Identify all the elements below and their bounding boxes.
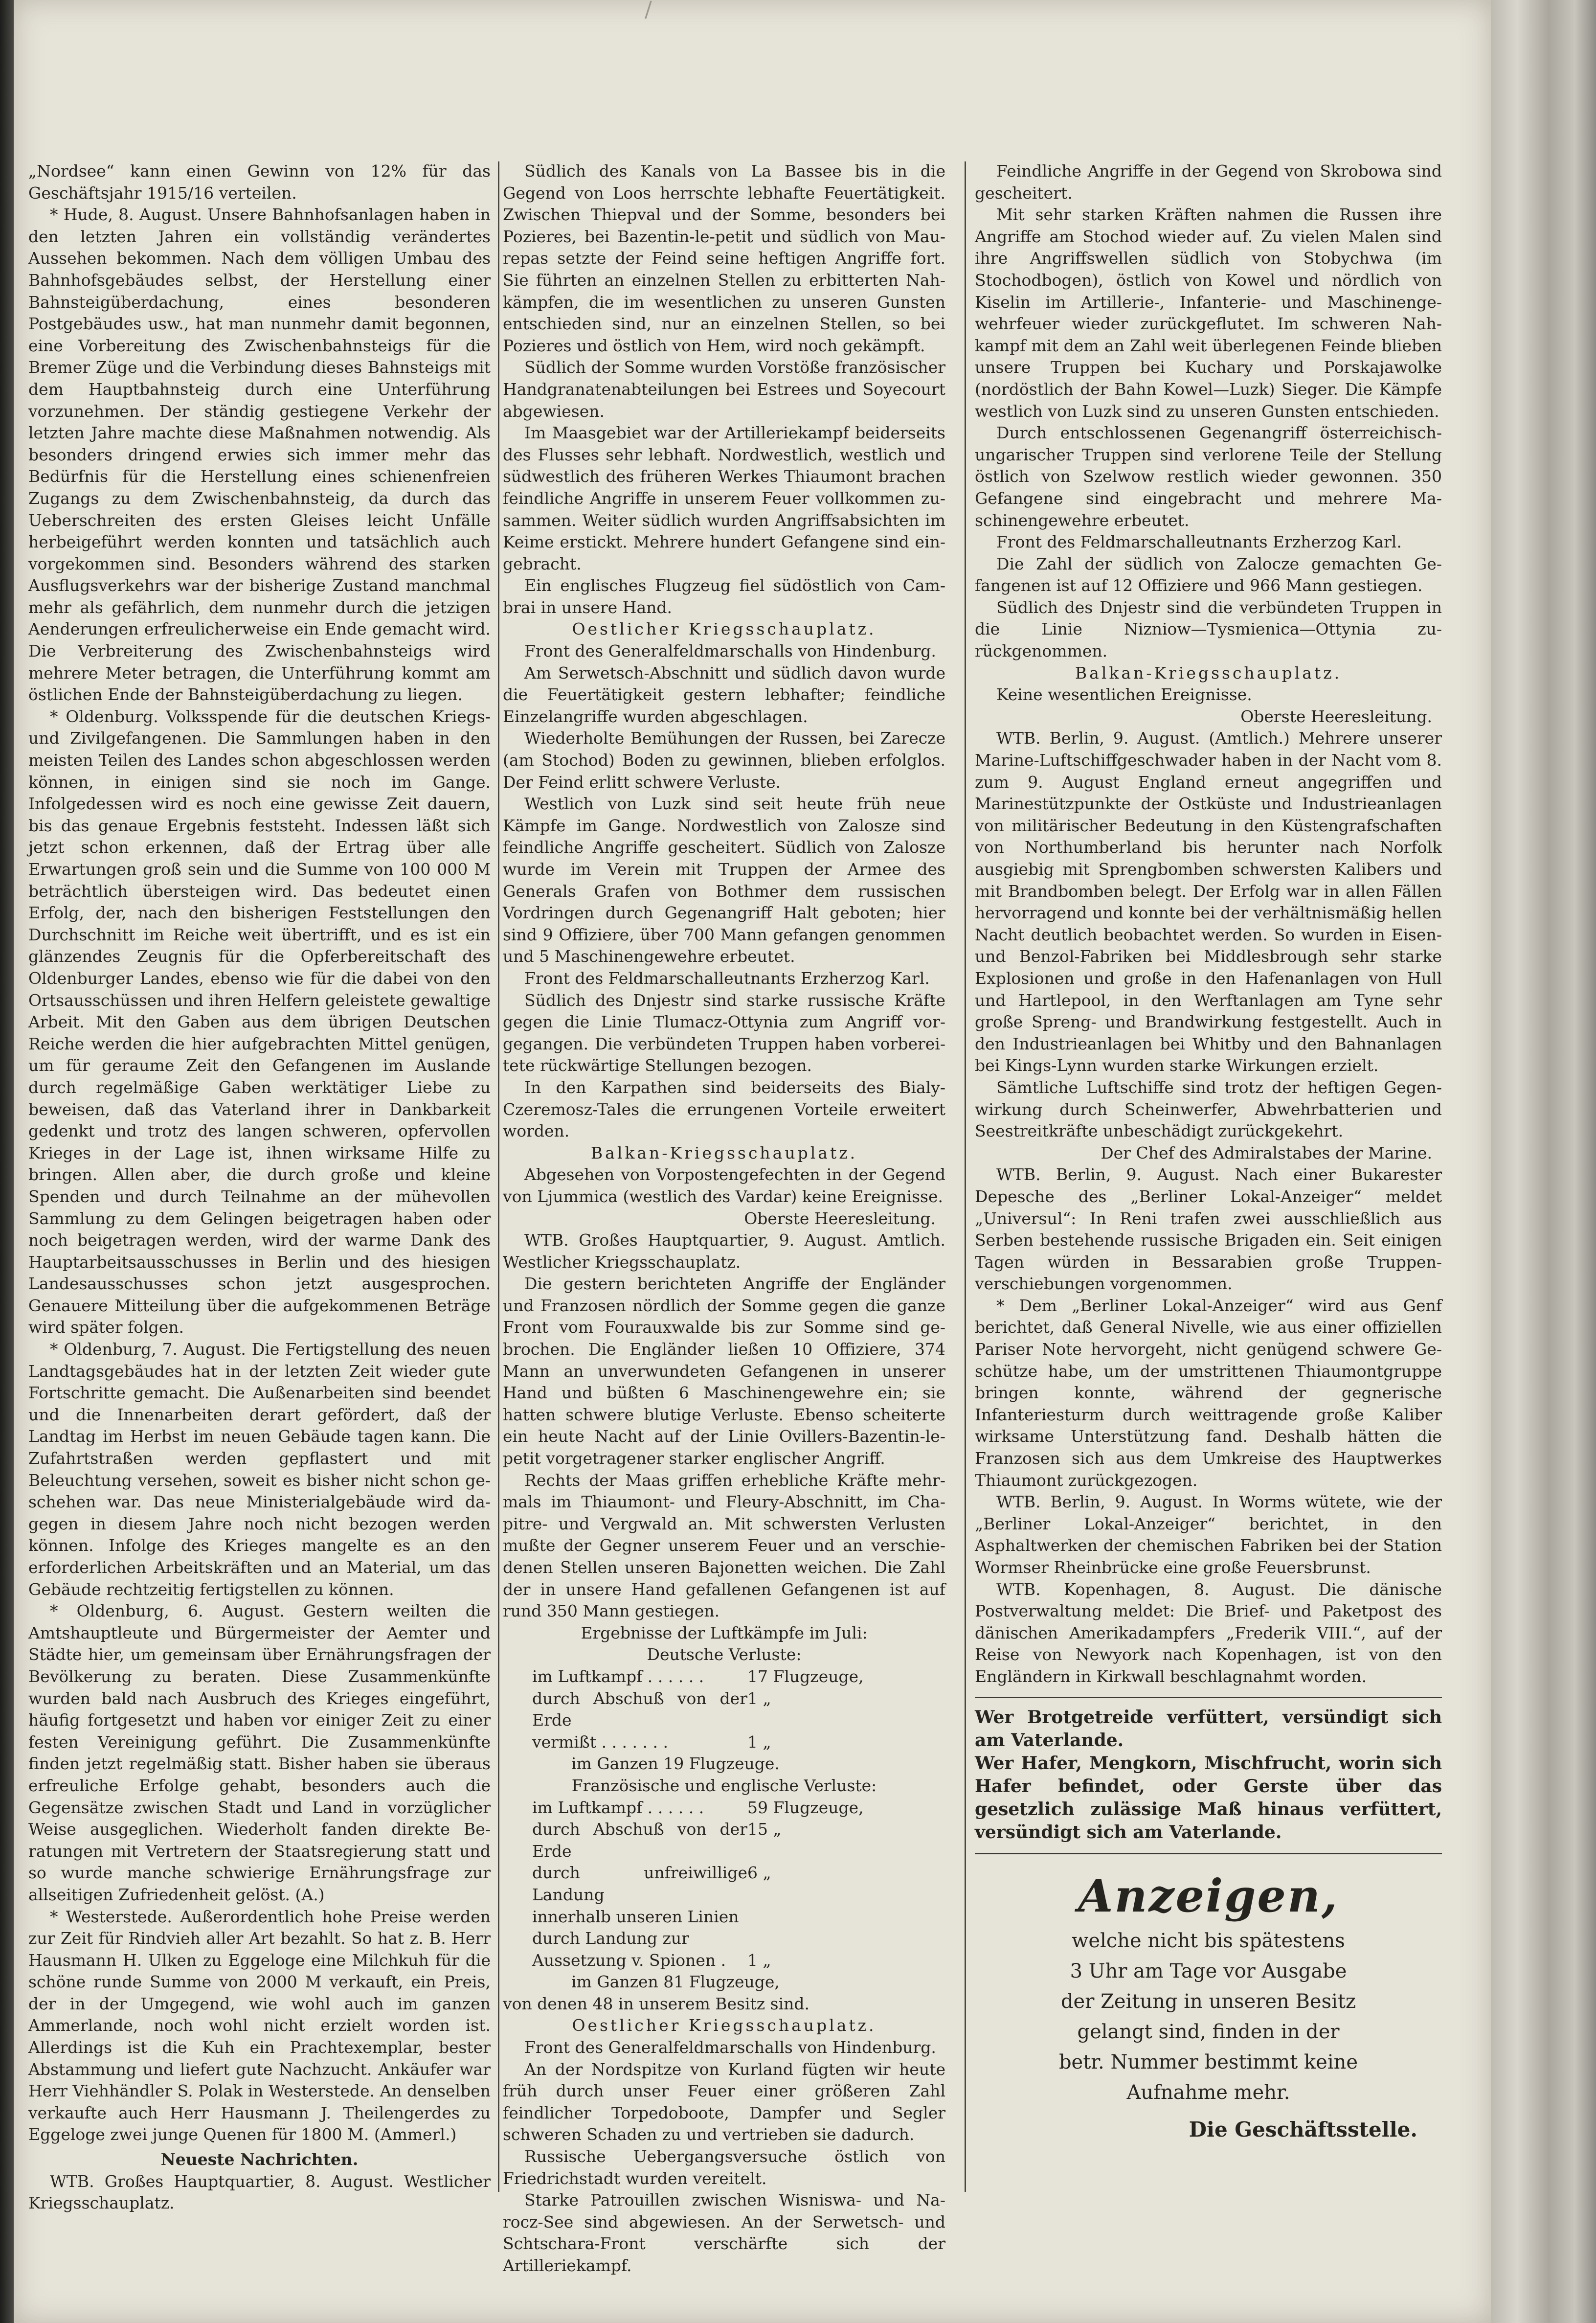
dispatch-worms: WTB. Berlin, 9. August. In Worms wütete, wie der „Berliner Lokal-Anzeiger“ berichtet, in den Asphaltwerken der chemischen Fabriken bei der Station Wormser Rheinbrücke eine große Feuersbrunst.: [975, 1492, 1442, 1577]
section-heading-oestlicher-2: Oestlicher Kriegsschauplatz.: [572, 2016, 877, 2035]
table-row: [532, 1688, 945, 1731]
losses-german-title: Deutsche Verluste:: [647, 1645, 802, 1664]
report-paragraph: Mit sehr starken Kräften nahmen die Russen ihre Angriffe am Stochod wieder auf. Zu vielen Malen sind ihre Angriffswellen südlich von Stobychwa (im Stochodbogen), östlich von Kowel und nördlich von Kiselin im Artillerie-, Infanterie- und Maschinengewehrfeuer wieder zurückgeflutet. Im schweren Nahkampf mit dem an Zahl weit überlegenen Feinde blieben unsere Truppen bei Kuchary und Porskajawolke (nordöstlich der Bahn Kowel—Luzk) Sieger. Die Kämpfe westlich von Luzk sind zu unseren Gunsten entschieden.: [975, 205, 1442, 421]
row-label: durch Landung zur: [532, 1929, 689, 1948]
article-oldenburg-ernaehrung: * Oldenburg, 6. August. Gestern weilten die Amtshauptleute und Bürgermeister der Aemter und Städte hier, um gemeinsam über Ernährungsfragen der Bevölkerung zu beraten. Diese Zusammenkünfte wurden bald nach Ausbruch des Krieges eingeführt, häufig fortgesetzt und haben vor einiger Zeit zu einer festen Vereinigung geführt. Die Zusammenkünfte finden jetzt regelmäßig statt. Bisher haben sie überaus erfreuliche Erfolge gehabt, besonders auch die Gegensätze zwischen Stadt und Land in vorzüglicher Weise ausgeglichen. Wiederholt fanden direkte Beratungen mit Vertretern der Staatsregierung statt und so wurde manche schwierige Ernährungsfrage zur allseitigen Zufriedenheit gelöst. (A.): [28, 1601, 491, 1904]
report-paragraph: Wiederholte Bemühungen der Russen, bei Zarecze (am Stochod) Boden zu gewinnen, blieben erfolglos. Der Feind erlitt schwere Verluste.: [503, 729, 945, 792]
row-value: 1 „: [747, 1688, 771, 1708]
dispatch-intro: WTB. Großes Hauptquartier, 9. August. Amtlich. Westlicher Kriegsschauplatz.: [503, 1230, 945, 1272]
article-paragraph: „Nordsee“ kann einen Gewinn von 12% für das Geschäftsjahr 1915/16 verteilen.: [28, 161, 491, 203]
column-rule: [498, 161, 499, 2192]
losses-german-total: im Ganzen 19 Flugzeuge.: [571, 1754, 780, 1774]
losses-title: Ergebnisse der Luftkämpfe im Juli:: [581, 1623, 868, 1642]
article-hude: * Hude, 8. August. Unsere Bahnhofsanlagen haben in den letzten Jahren ein vollständig verändertes Aussehen bekommen. Nach dem völligen Umbau des Bahnhofsgebäudes selbst, der Herstellung einer Bahnsteigüberdachung, eines besonderen Postgebäudes usw., hat man nunmehr damit begonnen, eine Vorbereitung des Zwischenbahnsteigs für die Bremer Züge und die Verbindung dieses Bahnsteigs mit dem Hauptbahnsteig durch eine Unterführung vorzunehmen. Der ständig gestiegene Verkehr der letzten Jahre machte diese Maßnahmen notwendig. Als besonders dringend erwies sich immer mehr das Bedürfnis für die Herstellung eines schienenfreien Zugangs zu dem Zwischenbahnsteig, da durch das Ueberschreiten des ersten Gleises leicht Unfälle herbeigeführt werden konnten und tatsächlich auch vorgekommen sind. Besonders während des starken Ausflugsverkehrs war der bisherige Zustand manchmal mehr als gefährlich, dem nunmehr durch die jetzigen Aenderungen erfreulicherweise ein Ende gemacht wird. Die Verbreiterung des Zwischenbahnsteigs wird mehrere Meter betragen, die Unterführung kommt am östlichen Ende der Bahnsteigüberdachung zu liegen.: [28, 205, 491, 705]
ad-line: welche nicht bis spätestens: [1072, 1929, 1345, 1952]
row-value: [747, 1928, 945, 1950]
ad-line: 3 Uhr am Tage vor Ausgabe: [1070, 1959, 1347, 1982]
losses-enemy-rows: [532, 1797, 945, 1993]
report-subheading: Front des Feldmarschalleutnants Erzherzog Karl.: [996, 532, 1402, 552]
article-westerstede: * Westerstede. Außerordentlich hohe Preise werden zur Zeit für Rindvieh aller Art bezahlt. So hat z. B. Herr Hausmann H. Ulken zu Eggeloge eine Milchkuh für die schöne runde Summe von 2000 M verkauft, ein Preis, der in der Umgegend, wie wohl auch im ganzen Ammerlande, noch wohl nicht erzielt worden ist. Allerdings ist die Kuh ein Prachtexemplar, bester Abstammung und liefert gute Nachzucht. Ankäufer war Herr Viehhändler S. Polak in Westerstede. An denselben verkaufte auch Herr Hausmann J. Theilengerdes zu Eggeloge zwei junge Quenen für 1800 M. (Ammerl.): [28, 1907, 491, 2144]
row-value: 15 „: [747, 1820, 782, 1839]
table-row: [532, 1950, 945, 1972]
ad-line: betr. Nummer bestimmt keine: [1058, 2050, 1358, 2073]
row-value: 1 „: [747, 1732, 771, 1752]
report-paragraph: Die Zahl der südlich von Zalocze gemachten Gefangenen ist auf 12 Offiziere und 966 Mann gestiegen.: [975, 554, 1442, 595]
report-paragraph: Südlich des Dnjestr sind starke russische Kräfte gegen die Linie Tlumacz-Ottynia zum Angriff vorgegangen. Die verbündeten Truppen haben vorbereitete rückwärtige Stellungen bezogen.: [503, 990, 945, 1075]
air-losses-table: [503, 1622, 945, 2015]
report-subheading: Front des Generalfeldmarschalls von Hindenburg.: [524, 641, 936, 661]
report-paragraph: Keine wesentlichen Ereignisse.: [996, 685, 1252, 705]
column-2: [503, 160, 945, 2277]
report-paragraph: Am Serwetsch-Abschnitt und südlich davon wurde die Feuertätigkeit gestern lebhafter; feindliche Einzelangriffe wurden abgeschlagen.: [503, 663, 945, 726]
report-signature: Der Chef des Admiralstabes der Marine.: [1101, 1143, 1432, 1162]
report-paragraph: Südlich des Kanals von La Bassee bis in die Gegend von Loos herrschte lebhafte Feuertätigkeit. Zwischen Thiepval und der Somme, besonders bei Pozieres, bei Bazentin-le-petit und südlich von Maurepas setzte der Feind seine heftigen Angriffe fort. Sie führten an einzelnen Stellen zu erbitterten Nahkämpfen, die im wesentlichen zu unseren Gunsten entschieden sind, nur an einzelnen Stellen, so bei Pozieres und östlich von Hem, wird noch gekämpft.: [503, 161, 945, 355]
book-binding-shadow: [0, 0, 14, 2323]
report-signature: Oberste Heeresleitung.: [744, 1208, 936, 1228]
report-paragraph: Die gestern berichteten Angriffe der Engländer und Franzosen nördlich der Somme gegen die ganze Front vom Fourauxwalde bis zur Somme sind gebrochen. Die Engländer ließen 10 Offiziere, 374 Mann an unverwundeten Gefangenen in unserer Hand und büßten 6 Maschinengewehre ein; sie hatten schwere blutige Verluste. Ebenso scheiterte ein heute Nacht auf der Linie Ovillers-Bazentin-le-petit vorgetragener starker englischer Angriff.: [503, 1274, 945, 1468]
report-subheading: Front des Feldmarschalleutnants Erzherzog Karl.: [524, 968, 930, 988]
report-paragraph: In den Karpathen sind beiderseits des Bialy-Czeremosz-Tales die errungenen Vorteile erweitert worden.: [503, 1077, 945, 1141]
column-3: [975, 160, 1442, 2147]
dispatch-zeppelin-raid: WTB. Berlin, 9. August. (Amtlich.) Mehrere unserer Marine-Luftschiffgeschwader haben in der Nacht vom 8. zum 9. August England erneut angegriffen und Marinestützpunkte der Ostküste und Industrieanlagen von militärischer Bedeutung in den Küstengrafschaften von Northumberland bis herunter nach Norfolk ausgiebig mit Sprengbomben schwersten Kalibers und mit Brandbomben belegt. Der Erfolg war in allen Fällen hervorragend und konnte bei der verhältnismäßig hellen Nacht deutlich beobachtet werden. So wurden in Eisen- und Benzol-Fabriken bei Middlesbrough sehr starke Explosionen und große in den Hafenanlagen von Hull und Hartlepool, in den Werftanlagen am Tyne sehr große Spreng- und Brandwirkung festgestellt. Auch in den Industrieanlagen bei Whitby und den Bahnanlagen bei Kings-Lynn wurden starke Wirkungen erzielt.: [975, 729, 1442, 1075]
table-row: [532, 1819, 945, 1862]
divider: [975, 1697, 1442, 1698]
report-paragraph: Rechts der Maas griffen erhebliche Kräfte mehrmals im Thiaumont- und Fleury-Abschnitt, im Chapitre- und Vergwald an. Mit schwersten Verlusten mußte der Gegner unserem Feuer und an verschiedenen Stellen unseren Bajonetten weichen. Die Zahl der in unsere Hand gefallenen Gefangenen ist auf rund 350 Mann gestiegen.: [503, 1470, 945, 1621]
section-heading-neueste-nachrichten: Neueste Nachrichten.: [160, 2150, 359, 2169]
divider: [975, 1853, 1442, 1854]
report-paragraph: Im Maasgebiet war der Artilleriekampf beiderseits des Flusses sehr lebhaft. Nordwestlich, westlich und südwestlich des früheren Werkes Thiaumont brachen feindliche Angriffe in unserem Feuer vollkommen zusammen. Weiter südlich wurden Angriffsabsichten im Keime erstickt. Mehrere hundert Gefangene sind eingebracht.: [503, 423, 945, 573]
report-paragraph: Westlich von Luzk sind seit heute früh neue Kämpfe im Gange. Nordwestlich von Zalosze sind feindliche Angriffe gescheitert. Südlich von Zalosze wurde im Verein mit Truppen der Armee des Generals Grafen von Bothmer dem russischen Vordringen durch Gegenangriff Halt geboten; hier sind 9 Offiziere, über 700 Mann gefangen genommen und 5 Maschinengewehre erbeutet.: [503, 794, 945, 966]
ad-line: der Zeitung in unseren Besitz: [1060, 1990, 1356, 2013]
dispatch-genf: * Dem „Berliner Lokal-Anzeiger“ wird aus Genf berichtet, daß General Nivelle, wie aus einer offiziellen Pariser Note hervorgeht, nicht genügend schwere Geschütze habe, um der umstrittenen Thiaumontgruppe bringen konnte, während der gegnerische Infanteriesturm durch weittragende große Kaliber wirksame Unterstützung fand. Deshalb hätten die Franzosen sich aus dem Umkreise des Hauptwerkes Thiaumont zurückgezogen.: [975, 1296, 1442, 1490]
report-paragraph: Südlich des Dnjestr sind die verbündeten Truppen in die Linie Nizniow—Tysmienica—Ottynia zurückgenommen.: [975, 597, 1442, 661]
section-heading-balkan: Balkan-Kriegsschauplatz.: [590, 1143, 858, 1162]
losses-tail: von denen 48 in unserem Besitz sind.: [503, 1994, 810, 2013]
report-paragraph: Ein englisches Flugzeug fiel südöstlich von Cambrai in unsere Hand.: [503, 576, 945, 617]
dispatch-kopenhagen: WTB. Kopenhagen, 8. August. Die dänische Postverwaltung meldet: Die Brief- und Paketpost des dänischen Amerikadampfers „Frederik VIII.“, auf der Reise von Newyork nach Kopenhagen, ist von den Engländern in Kirkwall beschlagnahmt worden.: [975, 1579, 1442, 1686]
table-row: [532, 1906, 945, 1928]
report-paragraph: Russische Uebergangsversuche östlich von Friedrichstadt wurden vereitelt.: [503, 2147, 945, 2188]
dispatch-bukarest: WTB. Berlin, 9. August. Nach einer Bukarester Depesche des „Berliner Lokal-Anzeiger“ meldet „Universul“: In Reni trafen zwei ausschließlich aus Serben bestehende russische Brigaden ein. Seit einigen Tagen würden in Bessarabien große Truppenverschiebungen vorgenommen.: [975, 1165, 1442, 1294]
table-row: [532, 1862, 945, 1906]
row-label: innerhalb unseren Linien: [532, 1907, 739, 1926]
report-paragraph: Sämtliche Luftschiffe sind trotz der heftigen Gegenwirkung durch Scheinwerfer, Abwehrbatterien und Seestreitkräfte unbeschädigt zurückgekehrt.: [975, 1077, 1442, 1141]
report-paragraph: Abgesehen von Vorpostengefechten in der Gegend von Ljummica (westlich des Vardar) keine Ereignisse.: [503, 1165, 945, 1206]
article-oldenburg-volksspende: * Oldenburg. Volksspende für die deutschen Kriegs- und Zivilgefangenen. Die Sammlungen haben in den meisten Teilen des Landes schon abgeschlossen werden können, in einigen sind sie noch im Gange. Infolgedessen wird es noch eine gewisse Zeit dauern, bis das genaue Ergebnis feststeht. Indessen läßt sich jetzt schon erkennen, daß der Ertrag über alle Erwartungen groß sein und die Summe von 100 000 M beträchtlich übersteigen wird. Das bedeutet einen Erfolg, der, nach den bisherigen Feststellungen den Durchschnitt im Reiche weit übertrifft, und es ist ein glänzendes Zeugnis für die Opferbereitschaft des Oldenburger Landes, ebenso wie für die dabei von den Ortsausschüssen und ihren Helfern geleistete gewaltige Arbeit. Mit den Gaben aus dem übrigen Deutschen Reiche werden die hier aufgebrachten Mittel genügen, um für geraume Zeit den Gefangenen im Auslande durch regelmäßige Gaben werktätiger Liebe zu beweisen, daß das Vaterland ihrer in Dankbarkeit gedenkt und trotz des langen schweren, opfervollen Krieges in der Lage ist, ihnen wirksame Hilfe zu bringen. Allen aber, die durch große und kleine Spenden und durch Teilnahme an der mühevollen Sammlung zu dem Gelingen beigetragen haben oder noch beigetragen werden, wird der warme Dank des Hauptarbeitsausschusses in Berlin und des hiesigen Landesausschusses schon jetzt ausgesprochen. Genauere Mitteilung über die aufgekommenen Beträge wird später folgen.: [28, 706, 491, 1337]
row-value: [747, 1906, 945, 1928]
report-signature: Oberste Heeresleitung.: [1240, 706, 1432, 726]
ad-title: Anzeigen,: [1078, 1869, 1339, 1922]
report-paragraph: Starke Patrouillen zwischen Wisniswa- und Narocz-See sind abgewiesen. An der Serwetsch- und Schtschara-Front verschärfte sich der Artilleriekampf.: [503, 2190, 945, 2275]
table-row: [532, 1731, 945, 1754]
ad-line: Aufnahme mehr.: [1126, 2081, 1290, 2104]
report-paragraph: An der Nordspitze von Kurland fügten wir heute früh durch unser Feuer einer größeren Zahl feindlicher Torpedoboote, Dampfer und Segler schweren Schaden zu und vertrieben sie dadurch.: [503, 2059, 945, 2144]
notice-hafer: Wer Hafer, Mengkorn, Mischfrucht, worin sich Hafer befindet, oder Gerste über das gesetzlich zulässige Maß hinaus verfüttert, versündigt sich am Vaterlande.: [975, 1753, 1442, 1843]
newspaper-page: [14, 0, 1491, 2323]
dispatch-intro: WTB. Großes Hauptquartier, 8. August. Westlicher Kriegsschauplatz.: [28, 2171, 491, 2213]
row-label: Aussetzung v. Spionen .: [532, 1950, 726, 1970]
row-label: durch unfreiwillige Landung: [532, 1863, 747, 1904]
table-row: [532, 1797, 945, 1819]
notice-brotgetreide: Wer Brotgetreide verfüttert, versündigt sich am Vaterlande.: [975, 1707, 1442, 1751]
row-label: durch Abschuß von der Erde: [532, 1688, 747, 1730]
ad-line: gelangt sind, finden in der: [1077, 2020, 1340, 2043]
losses-enemy-total: im Ganzen 81 Flugzeuge,: [571, 1972, 780, 1992]
row-label: durch Abschuß von der Erde: [532, 1820, 747, 1861]
table-row: [532, 1666, 945, 1688]
column-1: [28, 160, 491, 2214]
table-row: [532, 1928, 945, 1950]
column-rule: [965, 161, 966, 2192]
section-heading-balkan-2: Balkan-Kriegsschauplatz.: [1075, 663, 1342, 683]
page-mark: /: [645, 0, 652, 22]
ad-signature: Die Geschäftsstelle.: [1189, 2117, 1417, 2141]
page-stack-edge: [1491, 0, 1596, 2323]
report-paragraph: Südlich der Somme wurden Vorstöße französischer Handgranatenabteilungen bei Estrees und Soyecourt abgewiesen.: [503, 358, 945, 421]
section-heading-oestlicher: Oestlicher Kriegsschauplatz.: [572, 619, 877, 639]
report-subheading: Front des Generalfeldmarschalls von Hindenburg.: [524, 2038, 936, 2057]
report-paragraph: Feindliche Angriffe in der Gegend von Skrobowa sind gescheitert.: [975, 161, 1442, 203]
row-value: 59 Flugzeuge,: [747, 1798, 864, 1817]
row-label: vermißt . . . . . . .: [532, 1732, 668, 1752]
row-label: im Luftkampf . . . . . .: [532, 1666, 704, 1686]
row-label: im Luftkampf . . . . . .: [532, 1798, 704, 1817]
losses-enemy-title: Französische und englische Verluste:: [571, 1776, 877, 1795]
article-oldenburg-landtag: * Oldenburg, 7. August. Die Fertigstellung des neuen Landtagsgebäudes hat in der letzten Zeit wieder gute Fortschritte gemacht. Die Außenarbeiten sind beendet und die Innenarbeiten derart gefördert, daß der Landtag im Herbst im neuen Gebäude tagen kann. Die Zufahrtstraßen werden gepflastert und mit Beleuchtung versehen, soweit es bisher nicht schon geschehen war. Das neue Ministerialgebäude wird dagegen in diesem Jahre noch nicht bezogen werden können. Infolge des Krieges mangelte es an den erforderlichen Arbeitskräften und an Material, um das Gebäude rechtzeitig fertigstellen zu können.: [28, 1340, 491, 1599]
advertisement-notice: [975, 1869, 1442, 2147]
report-paragraph: Durch entschlossenen Gegenangriff österreichisch-ungarischer Truppen sind verlorene Teile der Stellung östlich von Szelwow restlich wieder gewonnen. 350 Gefangene sind eingebracht und mehrere Maschinengewehre erbeutet.: [975, 423, 1442, 530]
row-value: 17 Flugzeuge,: [747, 1666, 864, 1686]
row-value: 6 „: [747, 1863, 771, 1883]
row-value: 1 „: [747, 1950, 771, 1970]
losses-german-rows: [532, 1666, 945, 1775]
